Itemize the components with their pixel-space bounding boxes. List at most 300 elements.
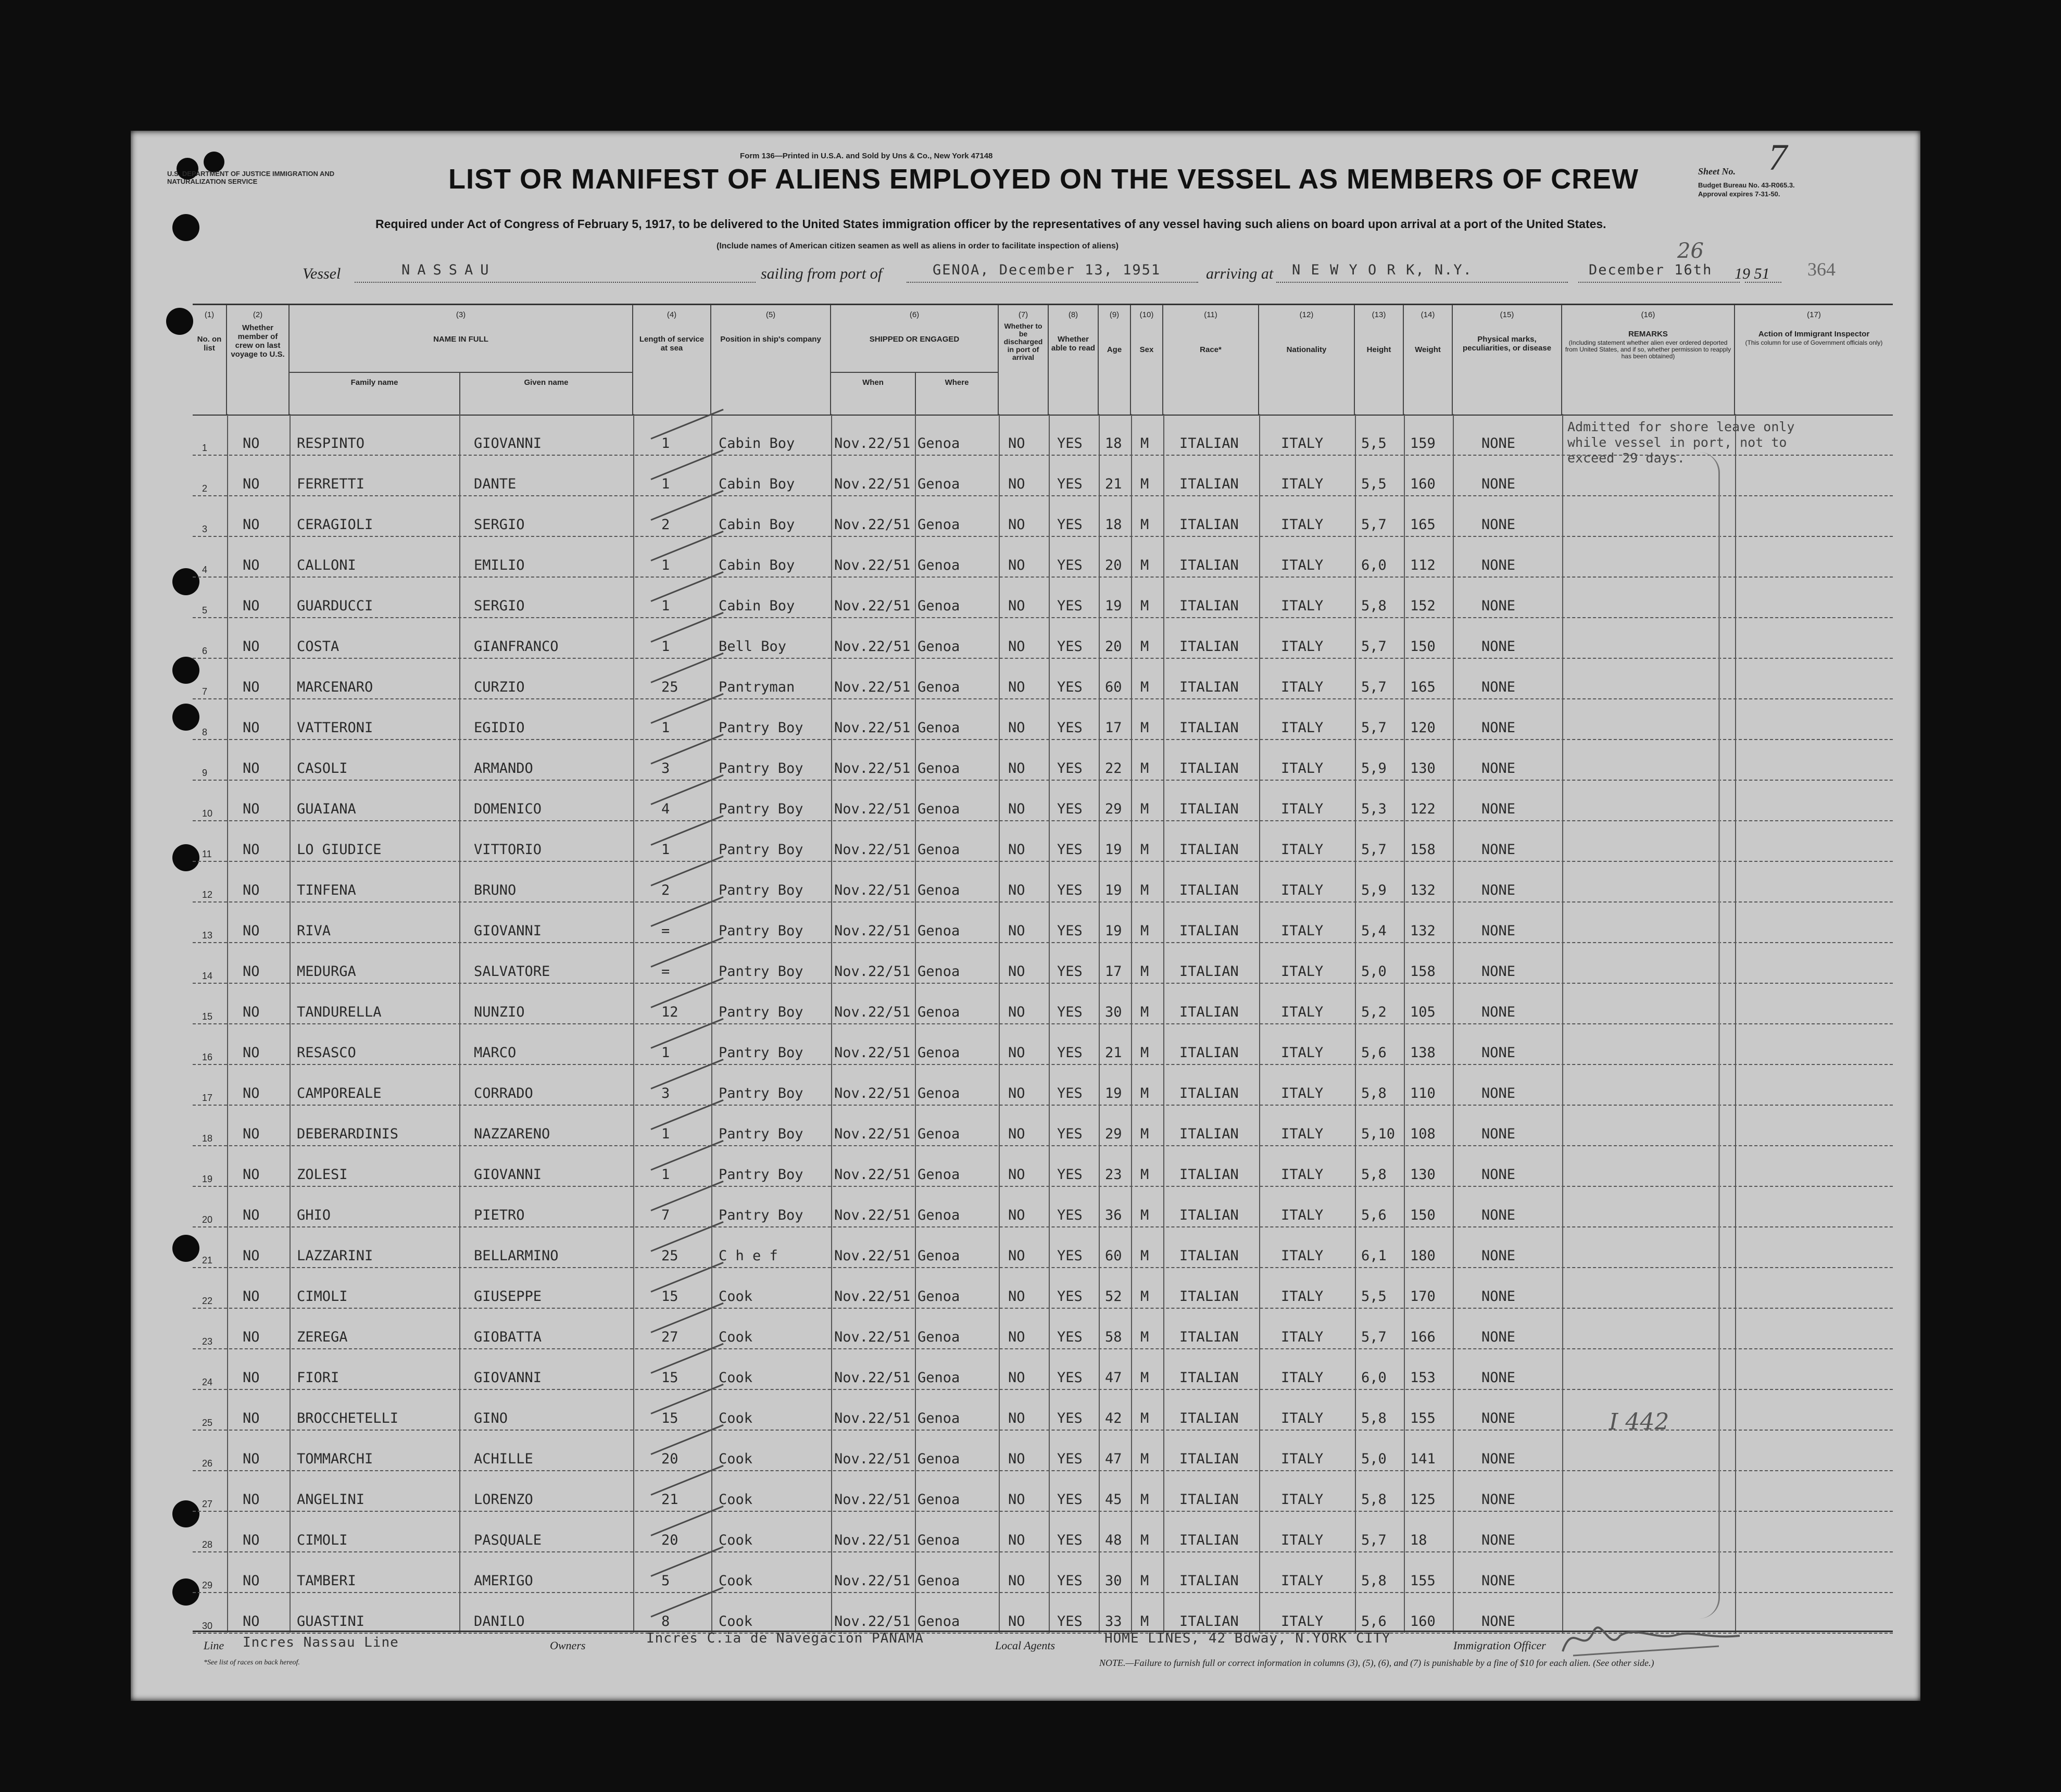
- cell-when: Nov.22/51: [834, 1167, 911, 1183]
- cell-race: ITALIAN: [1179, 1288, 1239, 1305]
- cell-when: Nov.22/51: [834, 1451, 911, 1467]
- cell-race: ITALIAN: [1179, 1329, 1239, 1345]
- cell-crew: NO: [243, 1532, 260, 1548]
- header-col-4: (4) Length of service at sea: [633, 305, 711, 415]
- budget-line-1: Budget Bureau No. 43-R065.3.: [1698, 181, 1795, 189]
- cell-crew: NO: [243, 638, 260, 655]
- line-label: Line: [204, 1639, 224, 1652]
- cell-position: Pantry Boy: [719, 1167, 803, 1183]
- cell-disch: NO: [1008, 1492, 1025, 1508]
- cell-age: 18: [1105, 517, 1122, 533]
- cell-service: 2: [661, 517, 670, 533]
- cell-no: 13: [202, 930, 213, 941]
- table-row: [193, 1186, 1893, 1227]
- cell-no: 18: [202, 1133, 213, 1144]
- cell-service: 21: [661, 1492, 678, 1508]
- cell-crew: NO: [243, 557, 260, 573]
- cell-position: Cook: [719, 1329, 753, 1345]
- cell-sex: M: [1140, 1167, 1149, 1183]
- cell-where: Genoa: [918, 1613, 960, 1630]
- cell-family: RESPINTO: [297, 435, 365, 452]
- cell-service: =: [661, 923, 670, 939]
- cell-marks: NONE: [1481, 1288, 1516, 1305]
- cell-nat: ITALY: [1281, 963, 1324, 980]
- table-row: [193, 1348, 1893, 1390]
- cell-position: Cook: [719, 1492, 753, 1508]
- owners-value: Incres C.ia de Navegacion PANAMA: [646, 1631, 924, 1646]
- cell-service: 12: [661, 1004, 678, 1020]
- cell-family: ZEREGA: [297, 1329, 348, 1345]
- cell-family: COSTA: [297, 638, 340, 655]
- cell-when: Nov.22/51: [834, 1248, 911, 1264]
- cell-disch: NO: [1008, 476, 1025, 492]
- cell-marks: NONE: [1481, 1451, 1516, 1467]
- arriving-at: N E W Y O R K, N.Y.: [1292, 262, 1473, 278]
- cell-marks: NONE: [1481, 1004, 1516, 1020]
- year: 19 51: [1735, 265, 1770, 282]
- cell-disch: NO: [1008, 720, 1025, 736]
- cell-marks: NONE: [1481, 1573, 1516, 1589]
- remark-line-1: Admitted for shore leave only: [1567, 419, 1795, 434]
- cell-read: YES: [1057, 598, 1083, 614]
- cell-no: 7: [202, 686, 208, 697]
- cell-position: Bell Boy: [719, 638, 787, 655]
- cell-no: 24: [202, 1377, 213, 1387]
- officer-label: Immigration Officer: [1453, 1639, 1546, 1652]
- cell-marks: NONE: [1481, 557, 1516, 573]
- cell-crew: NO: [243, 1085, 260, 1101]
- header-col-10: (10) Sex: [1131, 305, 1163, 415]
- cell-marks: NONE: [1481, 435, 1516, 452]
- cell-where: Genoa: [918, 1451, 960, 1467]
- cell-weight: 108: [1410, 1126, 1436, 1142]
- cell-read: YES: [1057, 517, 1083, 533]
- cell-where: Genoa: [918, 435, 960, 452]
- header-col-12: (12) Nationality: [1259, 305, 1355, 415]
- cell-position: Pantry Boy: [719, 882, 803, 898]
- cell-crew: NO: [243, 1370, 260, 1386]
- cell-service: 25: [661, 679, 678, 695]
- cell-age: 30: [1105, 1004, 1122, 1020]
- table-row: [193, 901, 1893, 943]
- cell-no: 1: [202, 443, 208, 453]
- cell-nat: ITALY: [1281, 1573, 1324, 1589]
- cell-no: 27: [202, 1499, 213, 1509]
- cell-read: YES: [1057, 801, 1083, 817]
- cell-age: 19: [1105, 842, 1122, 858]
- cell-sex: M: [1140, 598, 1149, 614]
- cell-read: YES: [1057, 1288, 1083, 1305]
- cell-marks: NONE: [1481, 963, 1516, 980]
- table-header: [193, 304, 1893, 416]
- cell-height: 5,5: [1361, 476, 1387, 492]
- cell-read: YES: [1057, 1451, 1083, 1467]
- cell-nat: ITALY: [1281, 476, 1324, 492]
- cell-race: ITALIAN: [1179, 1410, 1239, 1426]
- cell-given: PASQUALE: [474, 1532, 542, 1548]
- cell-age: 21: [1105, 476, 1122, 492]
- arriving-label: arriving at: [1206, 265, 1274, 282]
- cell-crew: NO: [243, 801, 260, 817]
- cell-sex: M: [1140, 1248, 1149, 1264]
- cell-crew: NO: [243, 1126, 260, 1142]
- cell-read: YES: [1057, 1207, 1083, 1223]
- cell-service: 15: [661, 1410, 678, 1426]
- cell-where: Genoa: [918, 963, 960, 980]
- cell-no: 21: [202, 1255, 213, 1265]
- cell-race: ITALIAN: [1179, 1207, 1239, 1223]
- cell-nat: ITALY: [1281, 598, 1324, 614]
- cell-marks: NONE: [1481, 1410, 1516, 1426]
- cell-given: GIANFRANCO: [474, 638, 559, 655]
- cell-age: 60: [1105, 1248, 1122, 1264]
- cell-nat: ITALY: [1281, 801, 1324, 817]
- cell-when: Nov.22/51: [834, 842, 911, 858]
- table-row: [193, 942, 1893, 984]
- cell-sex: M: [1140, 882, 1149, 898]
- cell-where: Genoa: [918, 638, 960, 655]
- cell-where: Genoa: [918, 1207, 960, 1223]
- cell-family: BROCCHETELLI: [297, 1410, 399, 1426]
- cell-race: ITALIAN: [1179, 720, 1239, 736]
- cell-where: Genoa: [918, 1410, 960, 1426]
- cell-disch: NO: [1008, 882, 1025, 898]
- cell-position: Pantry Boy: [719, 963, 803, 980]
- cell-height: 5,7: [1361, 1532, 1387, 1548]
- cell-given: BELLARMINO: [474, 1248, 559, 1264]
- cell-race: ITALIAN: [1179, 1492, 1239, 1508]
- cell-when: Nov.22/51: [834, 598, 911, 614]
- cell-read: YES: [1057, 1613, 1083, 1630]
- cell-disch: NO: [1008, 760, 1025, 776]
- remark-line-2: while vessel in port, not to: [1567, 435, 1787, 450]
- cell-no: 14: [202, 971, 213, 981]
- cell-given: ACHILLE: [474, 1451, 533, 1467]
- cell-height: 5,8: [1361, 1573, 1387, 1589]
- cell-read: YES: [1057, 1167, 1083, 1183]
- table-row: [193, 1470, 1893, 1512]
- cell-read: YES: [1057, 638, 1083, 655]
- cell-service: 7: [661, 1207, 670, 1223]
- cell-race: ITALIAN: [1179, 679, 1239, 695]
- cell-no: 23: [202, 1336, 213, 1347]
- cell-family: ANGELINI: [297, 1492, 365, 1508]
- cell-service: 1: [661, 842, 670, 858]
- cell-read: YES: [1057, 476, 1083, 492]
- cell-height: 5,7: [1361, 720, 1387, 736]
- cell-position: Pantry Boy: [719, 801, 803, 817]
- cell-disch: NO: [1008, 1451, 1025, 1467]
- cell-nat: ITALY: [1281, 1370, 1324, 1386]
- cell-read: YES: [1057, 1126, 1083, 1142]
- cell-no: 30: [202, 1621, 213, 1631]
- cell-service: 1: [661, 476, 670, 492]
- budget-info: [1698, 181, 1795, 198]
- cell-nat: ITALY: [1281, 760, 1324, 776]
- cell-nat: ITALY: [1281, 557, 1324, 573]
- cell-sex: M: [1140, 1126, 1149, 1142]
- cell-crew: NO: [243, 842, 260, 858]
- cell-disch: NO: [1008, 1329, 1025, 1345]
- cell-weight: 18: [1410, 1532, 1427, 1548]
- cell-when: Nov.22/51: [834, 1492, 911, 1508]
- cell-where: Genoa: [918, 1329, 960, 1345]
- cell-age: 19: [1105, 923, 1122, 939]
- cell-crew: NO: [243, 882, 260, 898]
- cell-when: Nov.22/51: [834, 760, 911, 776]
- cell-nat: ITALY: [1281, 1045, 1324, 1061]
- cell-read: YES: [1057, 882, 1083, 898]
- cell-height: 5,3: [1361, 801, 1387, 817]
- form-reference: Form 136—Printed in U.S.A. and Sold by Uns & Co., New York 47148: [740, 152, 993, 160]
- cell-given: SERGIO: [474, 517, 525, 533]
- cell-age: 60: [1105, 679, 1122, 695]
- cell-weight: 166: [1410, 1329, 1436, 1345]
- cell-service: 1: [661, 1167, 670, 1183]
- cell-disch: NO: [1008, 1248, 1025, 1264]
- cell-given: SALVATORE: [474, 963, 550, 980]
- page-title: LIST OR MANIFEST OF ALIENS EMPLOYED ON THE VESSEL AS MEMBERS OF CREW: [448, 164, 1639, 195]
- cell-family: VATTERONI: [297, 720, 373, 736]
- cell-age: 23: [1105, 1167, 1122, 1183]
- cell-age: 20: [1105, 638, 1122, 655]
- cell-crew: NO: [243, 1248, 260, 1264]
- cell-age: 19: [1105, 1085, 1122, 1101]
- vessel-name: NASSAU: [401, 262, 496, 278]
- cell-marks: NONE: [1481, 1370, 1516, 1386]
- cell-sex: M: [1140, 760, 1149, 776]
- cell-age: 21: [1105, 1045, 1122, 1061]
- cell-where: Genoa: [918, 476, 960, 492]
- date-correction: 26: [1677, 239, 1704, 263]
- table-row: [193, 983, 1893, 1024]
- cell-nat: ITALY: [1281, 638, 1324, 655]
- cell-read: YES: [1057, 720, 1083, 736]
- cell-height: 5,5: [1361, 1288, 1387, 1305]
- cell-height: 5,6: [1361, 1207, 1387, 1223]
- cell-crew: NO: [243, 598, 260, 614]
- cell-weight: 138: [1410, 1045, 1436, 1061]
- cell-service: 1: [661, 1045, 670, 1061]
- cell-nat: ITALY: [1281, 1085, 1324, 1101]
- table-row: [193, 1023, 1893, 1065]
- cell-disch: NO: [1008, 1573, 1025, 1589]
- cell-service: 15: [661, 1288, 678, 1305]
- cell-crew: NO: [243, 679, 260, 695]
- header-col-17: (17) Action of Immigrant Inspector (This column for use of Government officials only): [1745, 310, 1883, 346]
- cell-marks: NONE: [1481, 720, 1516, 736]
- cell-where: Genoa: [918, 1004, 960, 1020]
- cell-height: 5,7: [1361, 1329, 1387, 1345]
- cell-age: 29: [1105, 801, 1122, 817]
- cell-service: 27: [661, 1329, 678, 1345]
- cell-crew: NO: [243, 1004, 260, 1020]
- cell-no: 22: [202, 1296, 213, 1306]
- cell-sex: M: [1140, 517, 1149, 533]
- cell-sex: M: [1140, 963, 1149, 980]
- cell-no: 4: [202, 565, 208, 575]
- cell-family: LAZZARINI: [297, 1248, 373, 1264]
- cell-race: ITALIAN: [1179, 638, 1239, 655]
- cell-read: YES: [1057, 760, 1083, 776]
- cell-disch: NO: [1008, 1370, 1025, 1386]
- cell-sex: M: [1140, 1045, 1149, 1061]
- cell-race: ITALIAN: [1179, 1370, 1239, 1386]
- cell-sex: M: [1140, 557, 1149, 573]
- header-where: Where: [945, 378, 969, 387]
- cell-age: 19: [1105, 598, 1122, 614]
- cell-height: 5,8: [1361, 598, 1387, 614]
- cell-sex: M: [1140, 1451, 1149, 1467]
- cell-family: GHIO: [297, 1207, 331, 1223]
- cell-age: 17: [1105, 963, 1122, 980]
- cell-disch: NO: [1008, 1207, 1025, 1223]
- cell-race: ITALIAN: [1179, 1085, 1239, 1101]
- cell-given: DANILO: [474, 1613, 525, 1630]
- cell-where: Genoa: [918, 923, 960, 939]
- cell-crew: NO: [243, 1045, 260, 1061]
- cell-disch: NO: [1008, 923, 1025, 939]
- cell-service: 1: [661, 435, 670, 452]
- cell-disch: NO: [1008, 1004, 1025, 1020]
- header-given-name: Given name: [524, 378, 569, 387]
- cell-nat: ITALY: [1281, 1207, 1324, 1223]
- header-col-14: (14) Weight: [1404, 305, 1453, 415]
- cell-where: Genoa: [918, 1085, 960, 1101]
- cell-marks: NONE: [1481, 760, 1516, 776]
- header-family-name: Family name: [350, 378, 398, 387]
- cell-given: MARCO: [474, 1045, 517, 1061]
- cell-read: YES: [1057, 1410, 1083, 1426]
- cell-race: ITALIAN: [1179, 801, 1239, 817]
- cell-race: ITALIAN: [1179, 963, 1239, 980]
- cell-weight: 180: [1410, 1248, 1436, 1264]
- sheet-stamp-number: 364: [1807, 259, 1836, 280]
- cell-position: Pantryman: [719, 679, 795, 695]
- cell-disch: NO: [1008, 963, 1025, 980]
- cell-family: TINFENA: [297, 882, 356, 898]
- table-row: [193, 577, 1893, 618]
- cell-disch: NO: [1008, 801, 1025, 817]
- cell-disch: NO: [1008, 1532, 1025, 1548]
- cell-where: Genoa: [918, 1288, 960, 1305]
- cell-no: 26: [202, 1458, 213, 1469]
- cell-given: CURZIO: [474, 679, 525, 695]
- cell-marks: NONE: [1481, 1532, 1516, 1548]
- cell-age: 19: [1105, 882, 1122, 898]
- cell-no: 17: [202, 1093, 213, 1103]
- cell-family: GUAIANA: [297, 801, 356, 817]
- cell-when: Nov.22/51: [834, 517, 911, 533]
- cell-weight: 125: [1410, 1492, 1436, 1508]
- cell-race: ITALIAN: [1179, 1004, 1239, 1020]
- table-row: [193, 536, 1893, 578]
- cell-age: 22: [1105, 760, 1122, 776]
- cell-weight: 158: [1410, 963, 1436, 980]
- cell-when: Nov.22/51: [834, 1207, 911, 1223]
- cell-weight: 120: [1410, 720, 1436, 736]
- cell-when: Nov.22/51: [834, 435, 911, 452]
- header-col-1: (1) No. on list: [193, 305, 227, 415]
- cell-race: ITALIAN: [1179, 476, 1239, 492]
- cell-position: Cook: [719, 1532, 753, 1548]
- cell-disch: NO: [1008, 435, 1025, 452]
- cell-service: 4: [661, 801, 670, 817]
- cell-age: 17: [1105, 720, 1122, 736]
- cell-nat: ITALY: [1281, 1248, 1324, 1264]
- cell-position: Cook: [719, 1288, 753, 1305]
- table-row: [193, 1308, 1893, 1349]
- table-row: [193, 1064, 1893, 1106]
- cell-no: 25: [202, 1418, 213, 1428]
- cell-marks: NONE: [1481, 1492, 1516, 1508]
- cell-family: MARCENARO: [297, 679, 373, 695]
- cell-family: CASOLI: [297, 760, 348, 776]
- cell-race: ITALIAN: [1179, 1573, 1239, 1589]
- cell-family: FERRETTI: [297, 476, 365, 492]
- cell-height: 5,6: [1361, 1045, 1387, 1061]
- cell-position: Pantry Boy: [719, 760, 803, 776]
- cell-sex: M: [1140, 1532, 1149, 1548]
- cell-given: AMERIGO: [474, 1573, 533, 1589]
- cell-height: 5,9: [1361, 882, 1387, 898]
- cell-marks: NONE: [1481, 1207, 1516, 1223]
- cell-marks: NONE: [1481, 1248, 1516, 1264]
- cell-marks: NONE: [1481, 801, 1516, 817]
- cell-age: 52: [1105, 1288, 1122, 1305]
- cell-weight: 130: [1410, 760, 1436, 776]
- cell-family: CERAGIOLI: [297, 517, 373, 533]
- cell-read: YES: [1057, 1532, 1083, 1548]
- cell-height: 5,8: [1361, 1492, 1387, 1508]
- cell-sex: M: [1140, 1573, 1149, 1589]
- cell-service: =: [661, 963, 670, 980]
- table-row: [193, 1430, 1893, 1471]
- cell-race: ITALIAN: [1179, 557, 1239, 573]
- table-row: [193, 495, 1893, 537]
- cell-height: 5,7: [1361, 679, 1387, 695]
- cell-marks: NONE: [1481, 679, 1516, 695]
- cell-weight: 158: [1410, 842, 1436, 858]
- cell-race: ITALIAN: [1179, 517, 1239, 533]
- cell-crew: NO: [243, 517, 260, 533]
- remark-line-3: exceed 29 days.: [1567, 450, 1685, 466]
- cell-weight: 152: [1410, 598, 1436, 614]
- cell-where: Genoa: [918, 1370, 960, 1386]
- cell-where: Genoa: [918, 1492, 960, 1508]
- cell-marks: NONE: [1481, 923, 1516, 939]
- table-row: [193, 1145, 1893, 1187]
- table-row: [193, 739, 1893, 781]
- cell-sex: M: [1140, 1207, 1149, 1223]
- cell-nat: ITALY: [1281, 435, 1324, 452]
- cell-disch: NO: [1008, 1410, 1025, 1426]
- cell-no: 29: [202, 1580, 213, 1590]
- cell-service: 3: [661, 760, 670, 776]
- officer-signature: [1552, 1615, 1750, 1662]
- cell-height: 5,2: [1361, 1004, 1387, 1020]
- cell-crew: NO: [243, 760, 260, 776]
- cell-race: ITALIAN: [1179, 1045, 1239, 1061]
- cell-height: 5,9: [1361, 760, 1387, 776]
- cell-disch: NO: [1008, 679, 1025, 695]
- cell-weight: 112: [1410, 557, 1436, 573]
- budget-line-2: Approval expires 7-31-50.: [1698, 190, 1780, 198]
- cell-service: 1: [661, 638, 670, 655]
- cell-weight: 132: [1410, 882, 1436, 898]
- cell-disch: NO: [1008, 1045, 1025, 1061]
- cell-given: GIOVANNI: [474, 923, 542, 939]
